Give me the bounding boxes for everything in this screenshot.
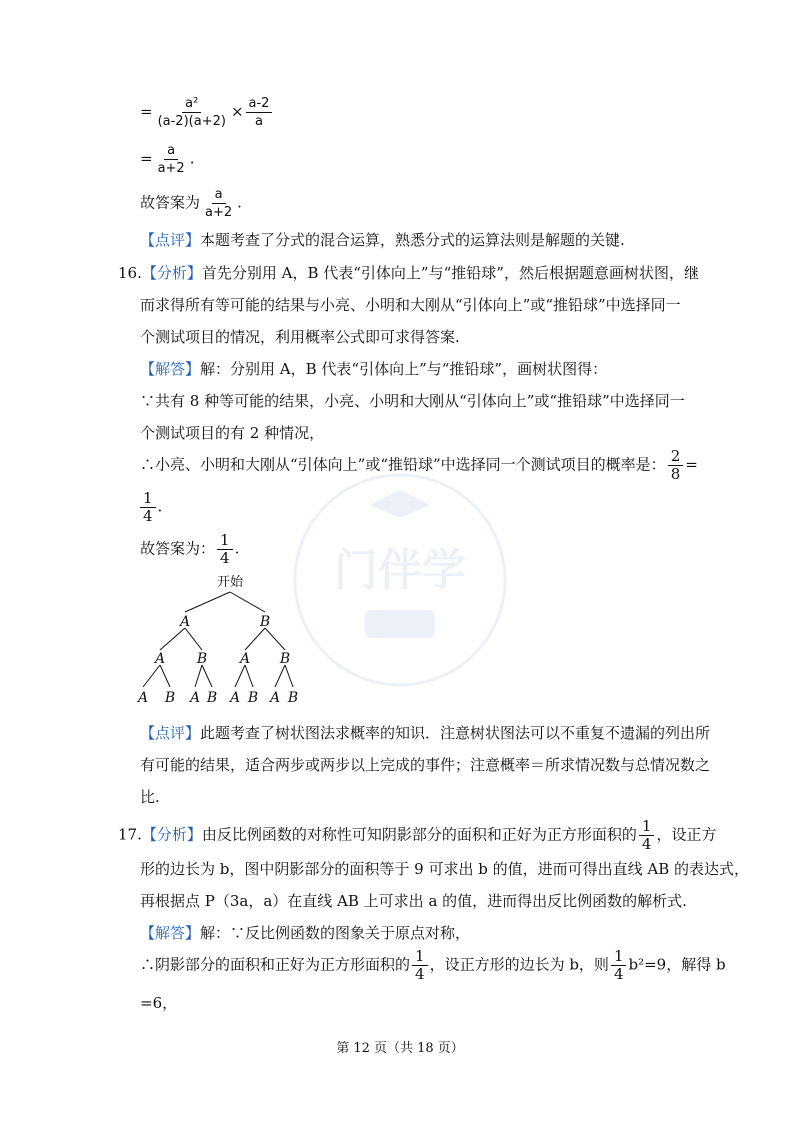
tree-node-l2: A bbox=[154, 651, 166, 667]
q16-comment-line-2: 有可能的结果，适合两步或两步以上完成的事件；注意概率＝所求情况数与总情况数之 bbox=[140, 756, 711, 774]
tree-node-l2: B bbox=[279, 651, 291, 667]
watermark-text: 门伴学 bbox=[334, 545, 466, 596]
q17-analysis-line-2: 形的边长为 b，图中阴影部分的面积等于 9 可求出 b 的值，进而可得出直线 AB 的表达式， bbox=[140, 860, 749, 878]
fraction-denominator: a+2 bbox=[157, 161, 185, 176]
tree-node-l2: A bbox=[239, 651, 251, 667]
question-number: 16. bbox=[118, 264, 142, 282]
fraction-numerator: a² bbox=[182, 95, 201, 113]
fraction bbox=[639, 818, 655, 853]
tree-diagram bbox=[130, 570, 330, 720]
equals-sign: = bbox=[140, 102, 153, 121]
fraction bbox=[611, 948, 627, 983]
q17-solution-line-1 bbox=[140, 922, 470, 943]
fraction-numerator: 1 bbox=[639, 818, 655, 836]
tree-root: 开始 bbox=[216, 575, 244, 590]
period: . bbox=[237, 193, 242, 212]
fraction-numerator: 2 bbox=[668, 448, 684, 466]
answer-line-15 bbox=[140, 186, 242, 221]
fraction-denominator: a bbox=[255, 114, 263, 129]
tree-node-l3: B bbox=[206, 690, 218, 706]
solution-text: ∴小亮、小明和大刚从“引体向上”或“推铅球”中选择同一个测试项目的概率是： bbox=[140, 455, 666, 474]
period: . bbox=[157, 497, 163, 516]
q16-analysis-line-3: 个测试项目的情况，利用概率公式即可求得答案. bbox=[140, 328, 460, 346]
q16-analysis-line-2: 而求得所有等可能的结果与小亮、小明和大刚从“引体向上”或“推铅球”中选择同一 bbox=[140, 296, 681, 314]
fraction-denominator: 4 bbox=[143, 507, 153, 525]
q16-solution-line-3: 个测试项目的有 2 种情况， bbox=[140, 424, 325, 442]
fraction bbox=[202, 186, 235, 221]
answer-prefix: 故答案为 bbox=[140, 193, 201, 212]
fraction-denominator: 4 bbox=[641, 835, 652, 853]
tree-node-l1: B bbox=[259, 614, 271, 630]
fraction-denominator: 4 bbox=[613, 965, 624, 983]
solution-text: ∴阴影部分的面积和正好为正方形面积的 bbox=[140, 955, 411, 974]
fraction bbox=[668, 448, 684, 483]
tree-node-l3: A bbox=[269, 690, 281, 706]
tree-node-l3: B bbox=[287, 690, 299, 706]
question-number: 17. bbox=[118, 825, 142, 844]
fraction-numerator: 1 bbox=[140, 490, 156, 508]
page-footer: 第 12 页（共 18 页） bbox=[336, 1041, 464, 1056]
tree-node-l3: B bbox=[164, 690, 176, 706]
fraction-denominator: 8 bbox=[670, 465, 681, 483]
equals-sign: = bbox=[685, 455, 698, 474]
fraction-numerator: a bbox=[212, 186, 226, 204]
period: . bbox=[234, 539, 240, 558]
q16-comment-line-3: 比. bbox=[140, 788, 160, 806]
fraction-numerator: 1 bbox=[611, 948, 627, 966]
fraction-denominator: a+2 bbox=[205, 205, 233, 220]
fraction bbox=[140, 490, 156, 525]
fraction bbox=[246, 95, 273, 130]
analysis-text: 首先分别用 A，B 代表“引体向上”与“推铅球”，然后根据题意画树状图，继 bbox=[201, 264, 699, 282]
q17-solution-line-3: =6， bbox=[140, 994, 178, 1012]
equation-line-2 bbox=[140, 142, 195, 177]
fraction bbox=[155, 95, 229, 130]
solution-text: ，设正方形的边长为 b，则 bbox=[429, 955, 609, 974]
comment-text: 本题考查了分式的混合运算，熟悉分式的运算法则是解题的关键. bbox=[200, 231, 625, 249]
fraction-denominator: 4 bbox=[415, 965, 425, 983]
q16-result bbox=[138, 490, 162, 525]
tree-node-l3: B bbox=[247, 690, 259, 706]
q17-solution-line-2 bbox=[140, 948, 726, 983]
fraction-numerator: 1 bbox=[217, 532, 233, 550]
answer-prefix: 故答案为： bbox=[140, 539, 216, 558]
equation-line-1 bbox=[140, 95, 274, 130]
equals-sign: = bbox=[140, 149, 153, 168]
times-sign: × bbox=[230, 102, 244, 121]
analysis-tag: 【分析】 bbox=[141, 825, 202, 844]
solution-text: b²=9，解得 b bbox=[628, 955, 726, 974]
solution-tag: 【解答】 bbox=[140, 924, 201, 942]
q16-answer bbox=[140, 532, 239, 567]
fraction-denominator: (a-2)(a+2) bbox=[157, 114, 226, 129]
q17-analysis-line-3: 再根据点 P（3a，a）在直线 AB 上可求出 a 的值，进而得出反比例函数的解析式. bbox=[140, 892, 687, 910]
comment-text: 此题考查了树状图法求概率的知识．注意树状图法可以不重复不遗漏的列出所 bbox=[200, 724, 711, 742]
solution-text: 解：分别用 A，B 代表“引体向上”与“推铅球”，画树状图得： bbox=[200, 360, 608, 378]
q17-analysis-line-1 bbox=[118, 818, 716, 853]
tree-node-l3: A bbox=[137, 690, 149, 706]
comment-tag: 【点评】 bbox=[140, 231, 201, 249]
fraction-numerator: a bbox=[164, 142, 178, 160]
tree-node-l3: A bbox=[189, 690, 201, 706]
fraction-numerator: a-2 bbox=[246, 95, 273, 113]
fraction-denominator: 4 bbox=[220, 549, 230, 567]
comment-15 bbox=[140, 229, 625, 250]
fraction bbox=[412, 948, 428, 983]
analysis-text: 由反比例函数的对称性可知阴影部分的面积和正好为正方形面积的 bbox=[201, 825, 637, 844]
q16-analysis-line-1 bbox=[118, 262, 699, 283]
solution-text: 解：∵反比例函数的图象关于原点对称， bbox=[200, 924, 471, 942]
q16-comment-line-1 bbox=[140, 722, 710, 743]
tree-node-l2: B bbox=[196, 651, 208, 667]
q16-solution-line-4 bbox=[140, 448, 698, 483]
period: . bbox=[189, 149, 195, 168]
tree-node-l3: A bbox=[229, 690, 241, 706]
comment-tag: 【点评】 bbox=[140, 724, 201, 742]
q16-solution-line-2: ∵共有 8 种等可能的结果，小亮、小明和大刚从“引体向上”或“推铅球”中选择同一 bbox=[140, 392, 685, 410]
tree-node-l1: A bbox=[179, 614, 191, 630]
analysis-text: ，设正方 bbox=[656, 825, 717, 844]
q16-solution-line-1 bbox=[140, 358, 607, 379]
fraction-numerator: 1 bbox=[412, 948, 428, 966]
analysis-tag: 【分析】 bbox=[141, 264, 202, 282]
fraction bbox=[217, 532, 233, 567]
solution-tag: 【解答】 bbox=[140, 360, 201, 378]
fraction bbox=[155, 142, 188, 177]
